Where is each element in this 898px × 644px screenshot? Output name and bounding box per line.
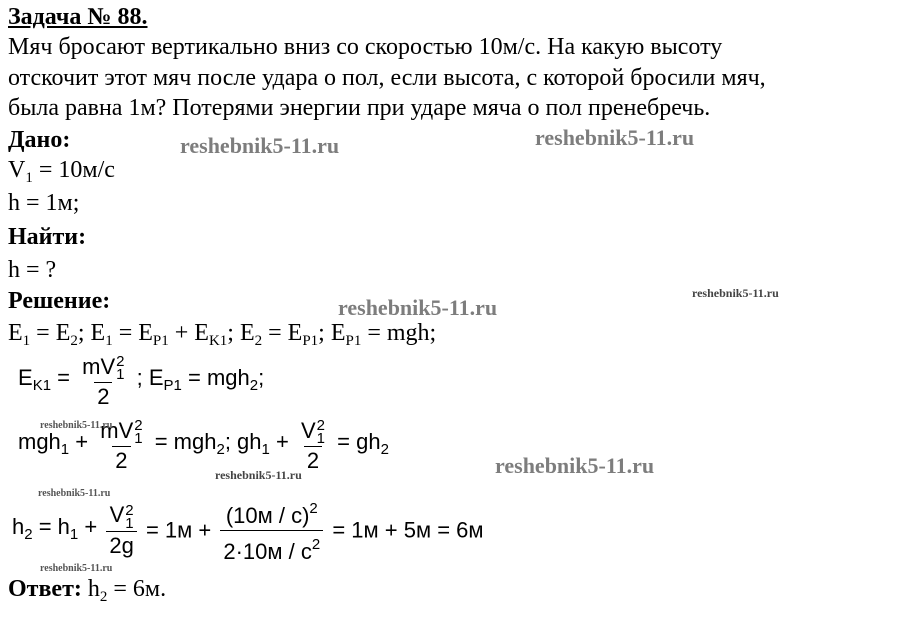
fraction-result-1: V 2 1 2g [106,502,136,558]
problem-line-3: была равна 1м? Потерями энергии при ударе мяча о пол пренебречь. [8,95,711,121]
problem-line-1: Мяч бросают вертикально вниз со скоростью 10м/с. На какую высоту [8,34,723,60]
watermark: reshebnik5-11.ru [215,468,302,482]
find-heading: Найти: [8,224,87,250]
watermark: reshebnik5-11.ru [40,563,113,574]
fraction-kinetic: mV 2 1 2 [82,353,125,410]
given-height: h = 1м; [8,190,80,216]
solution-heading: Решение: [8,288,111,314]
equation-balance: mgh$_1$ + mV 2 1 2 = mgh$_2$; $gh_1$ + V 2 1 2 = $gh_2$ [18,417,389,474]
fraction-result-2: $\frac{(10м / с)^2}{2\cdot 10м / с^2}$ [220,496,323,565]
watermark: reshebnik5-11.ru [535,125,695,150]
problem-title: Задача № 88. [8,4,148,30]
watermark: reshebnik5-11.ru [495,453,655,478]
watermark: reshebnik5-11.ru [338,295,498,320]
given-velocity: $V_1 = 10м/с$ [8,157,115,186]
watermark: reshebnik5-11.ru [40,420,113,431]
answer-line: Ответ: $h_2 = 6м$. [8,576,167,605]
watermark: reshebnik5-11.ru [38,488,111,499]
watermark: reshebnik5-11.ru [692,286,779,300]
equation-kinetic: $E_{K1}$ = mV 2 1 2 ; $E_{P1} = mgh_2$; [18,353,265,410]
watermark: reshebnik5-11.ru [180,133,340,158]
problem-line-2: отскочит этот мяч после удара о пол, если высота, с которой бросили мяч, [8,65,766,91]
given-heading: Дано: [8,127,71,153]
equation-result: $h_2 = h_1$ + V 2 1 2g = 1м + $\frac{(10м / с)^2}{2\cdot 10м / с^2}$ = 1м + 5м = 6м [12,496,484,565]
fraction-balance-2: V 2 1 2 [300,417,325,474]
find-value: h = ? [8,257,57,283]
fraction-balance-1: mV 2 1 2 [100,417,143,474]
equation-energy: $E_1 = E_2$; $E_1 = E_{P1} + E_{K1}$; $E_2 = E_{P1}$; $E_{P1}$ = mgh; [8,320,437,349]
